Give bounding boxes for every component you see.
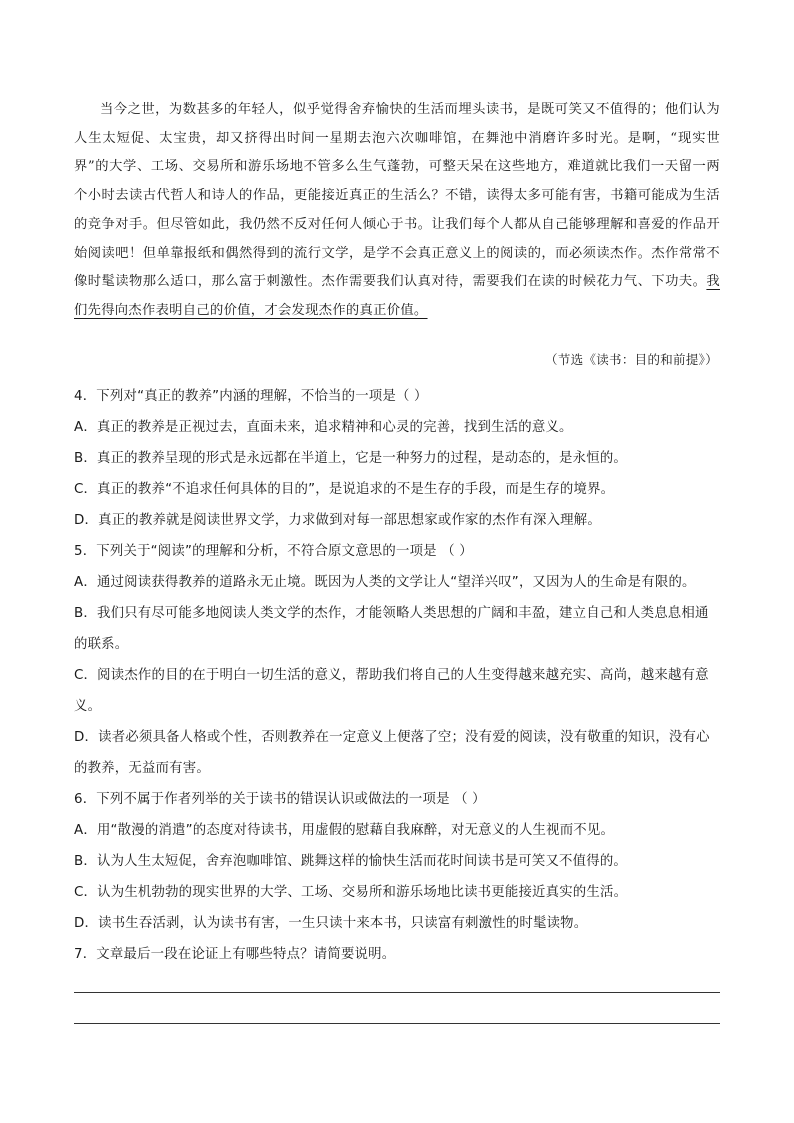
reading-passage (74, 96, 720, 326)
passage-text: 当今之世，为数甚多的年轻人，似乎觉得舍弃愉快的生活而埋头读书，是既可笑又不值得的；他们认为人生太短促、太宝贵，却又挤得出时间一星期去泡六次咖啡馆，在舞池中消磨许多时光。是啊，“现实世界”的大学、工场、交易所和游乐场地不管多么生气蓬勃，可整天呆在这些地方，难道就比我们一天留一两个小时去读古代哲人和诗人的作品，更能接近真正的生活么？不错，读得太多可能有害，书籍可能成为生活的竞争对手。但尽管如此，我仍然不反对任何人倾心于书。让我们每个人都从自己能够理解和喜爱的作品开始阅读吧！但单靠报纸和偶然得到的流行文学，是学不会真正意义上的阅读的，而必须读杰作。杰作常常不像时髦读物那么适口，那么富于刺激性。杰作需要我们认真对待，需要我们在读的时候花力气、下功夫。 (74, 102, 720, 290)
question-6 (74, 784, 720, 939)
question-list (74, 381, 720, 970)
option-a: A．通过阅读获得教养的道路永无止境。既因为人类的文学让人“望洋兴叹”，又因为人的生命是有限的。 (74, 575, 696, 590)
question-stem: 4．下列对“真正的教养”内涵的理解，不恰当的一项是（ ） (74, 389, 428, 404)
question-stem: 6．下列不属于作者列举的关于读书的错误认识或做法的一项是 （ ） (74, 792, 486, 807)
option-c: C．认为生机勃勃的现实世界的大学、工场、交易所和游乐场地比读书更能接近真实的生活。 (74, 885, 628, 900)
option-b: B．认为人生太短促，舍弃泡咖啡馆、跳舞这样的愉快生活而花时间读书是可笑又不值得的。 (74, 854, 628, 869)
option-d: D．真正的教养就是阅读世界文学，力求做到对每一部思想家或作家的杰作有深入理解。 (74, 513, 601, 528)
option-d: D．读书生吞活剥，认为读书有害，一生只读十来本书，只读富有刺激性的时髦读物。 (74, 916, 588, 931)
question-stem: 5．下列关于“阅读”的理解和分析，不符合原文意思的一项是 （ ） (74, 544, 473, 559)
question-5 (74, 536, 720, 784)
passage-paragraph (74, 96, 720, 326)
answer-line-1[interactable] (74, 992, 720, 993)
question-7 (74, 939, 720, 970)
option-b: B．我们只有尽可能多地阅读人类文学的杰作，才能领略人类思想的广阔和丰盈，建立自己和人类息息相通的联系。 (74, 606, 709, 652)
option-a: A．真正的教养是正视过去，直面未来，追求精神和心灵的完善，找到生活的意义。 (74, 420, 573, 435)
passage-source: （节选《读书：目的和前提》） (545, 352, 718, 367)
option-c: C．阅读杰作的目的在于明白一切生活的意义，帮助我们将自己的人生变得越来越充实、高尚，越来越有意义。 (74, 668, 709, 714)
option-b: B．真正的教养呈现的形式是永远都在半道上，它是一种努力的过程，是动态的，是永恒的。 (74, 451, 628, 466)
option-a: A．用“散漫的消遣”的态度对待读书，用虚假的慰藉自我麻醉，对无意义的人生视而不见。 (74, 823, 615, 838)
answer-line-2[interactable] (74, 1023, 720, 1024)
passage-underlined-sentence: 我们先得向杰作表明自己的价值，才会发现杰作的真正价值。 (74, 274, 720, 318)
question-stem: 7．文章最后一段在论证上有哪些特点？请简要说明。 (74, 947, 396, 962)
option-d: D．读者必须具备人格或个性，否则教养在一定意义上便落了空；没有爱的阅读，没有敬重的知识，没有心的教养，无益而有害。 (74, 730, 710, 776)
option-c: C．真正的教养“不追求任何具体的目的”，是说追求的不是生存的手段，而是生存的境界。 (74, 482, 615, 497)
question-4 (74, 381, 720, 536)
